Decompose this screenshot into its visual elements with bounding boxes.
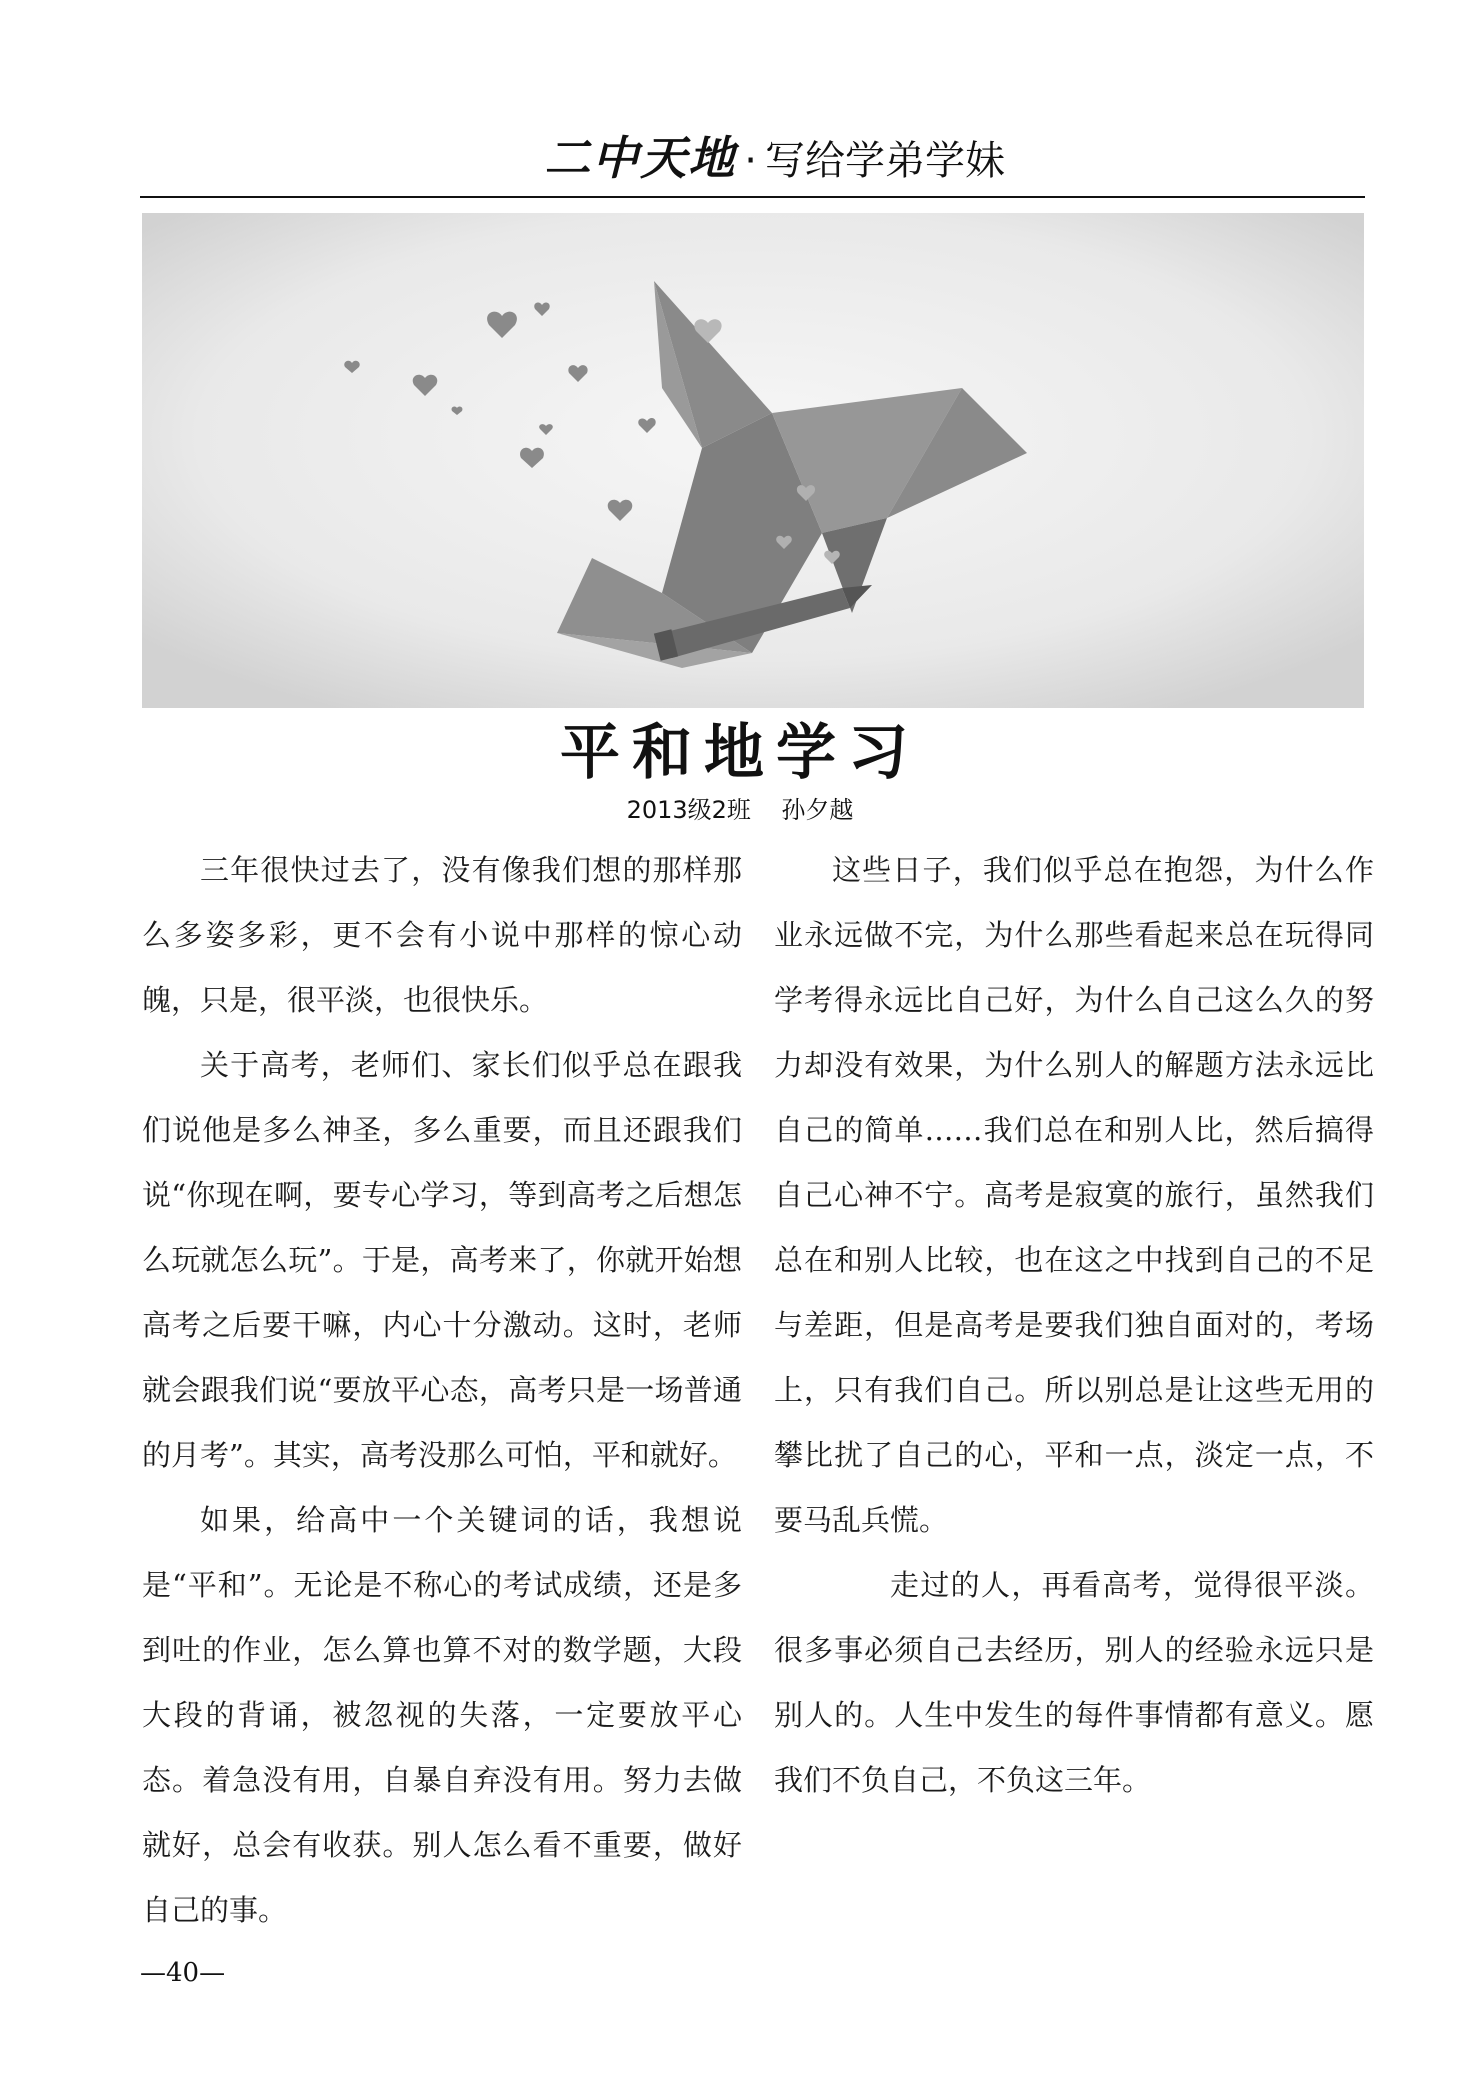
- page-number: —40—: [140, 1958, 226, 1988]
- paragraph: 如果，给高中一个关键词的话，我想说是“平和”。无论是不称心的考试成绩，还是多到吐的作业，怎么算也算不对的数学题，大段大段的背诵，被忽视的失落，一定要放平心态。着急没有用，自暴自弃没有用。努力去做就好，总会有收获。别人怎么看不重要，做好自己的事。: [142, 1503, 742, 1927]
- header-brand: 二中天地: [544, 131, 737, 185]
- paragraph: 三年很快过去了，没有像我们想的那样那么多姿多彩，更不会有小说中那样的惊心动魄，只是，很平淡，也很快乐。: [142, 853, 742, 1017]
- article-title: 平和地学习: [560, 718, 920, 788]
- header-separator: ·: [744, 138, 757, 184]
- header-title-group: [544, 122, 1005, 188]
- header-section-title: 写给学弟学妹: [765, 138, 1005, 184]
- paragraph: 这些日子，我们似乎总在抱怨，为什么作业永远做不完，为什么那些看起来总在玩得同学考得永远比自己好，为什么自己这么久的努力却没有效果，为什么别人的解题方法永远比自己的简单……我们总在和别人比，然后搞得自己心神不宁。高考是寂寞的旅行，虽然我们总在和别人比较，也在这之中找到自己的不足与差距，但是高考是要我们独自面对的，考场上，只有我们自己。所以别总是让这些无用的攀比扰了自己的心，平和一点，淡定一点，不要马乱兵慌。: [774, 853, 1374, 1537]
- paragraph: 走过的人，再看高考，觉得很平淡。很多事必须自己去经历，别人的经验永远只是别人的。人生中发生的每件事情都有意义。愿我们不负自己，不负这三年。: [774, 1568, 1374, 1797]
- article-column-right: [774, 838, 1374, 1813]
- banner-image: [142, 213, 1364, 708]
- page-header: [140, 130, 1365, 198]
- article-column-left: [142, 838, 742, 1943]
- origami-bird-illustration: [142, 213, 1364, 708]
- article-byline: 2013级2班 孙夕越: [626, 796, 854, 824]
- paragraph: 关于高考，老师们、家长们似乎总在跟我们说他是多么神圣，多么重要，而且还跟我们说“你现在啊，要专心学习，等到高考之后想怎么玩就怎么玩”。于是，高考来了，你就开始想高考之后要干嘛，内心十分激动。这时，老师就会跟我们说“要放平心态，高考只是一场普通的月考”。其实，高考没那么可怕，平和就好。: [142, 1048, 742, 1472]
